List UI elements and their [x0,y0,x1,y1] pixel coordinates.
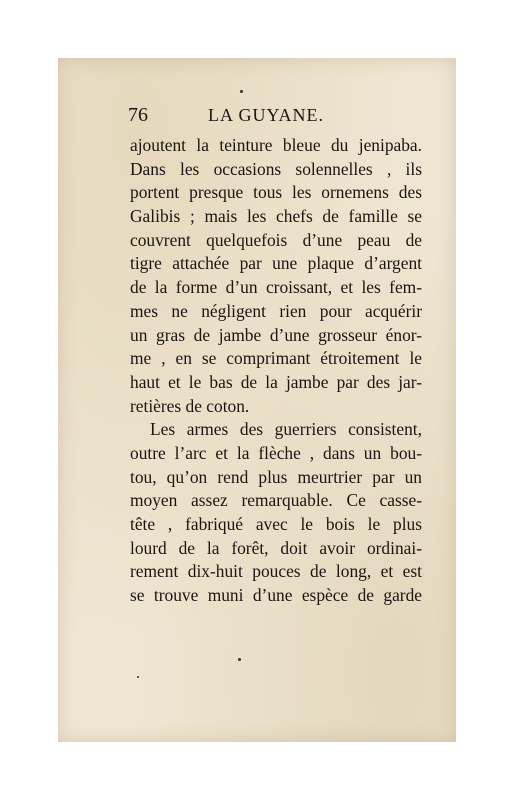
running-title: LA GUYANE. [208,105,324,125]
text-line: couvrent quelquefois d’une peau de [130,229,422,250]
ink-fleck [137,676,139,678]
text-line: se trouve muni d’une espèce de garde [130,585,422,606]
text-line: de la forme d’un croissant, et les fem- [130,277,422,298]
text-line: lourd de la forêt, doit avoir ordinai- [130,537,422,558]
ink-fleck [238,658,241,661]
paragraph-end-line: retières de coton. [130,395,250,416]
text-line: moyen assez remarquable. Ce casse- [130,490,422,511]
text-line: rement dix-huit pouces de long, et est [130,561,422,582]
text-line: un gras de jambe d’une grosseur énor- [130,324,422,345]
text-line: me , en se comprimant étroitement le [130,348,422,369]
paragraph-start-line: Les armes des guerriers consistent, [150,419,422,440]
text-line: outre l’arc et la flèche , dans un bou- [130,442,422,463]
body-text [130,134,422,608]
text-line: ajoutent la teinture bleue du jenipaba. [130,135,422,155]
text-line: haut et le bas de la jambe par des jar- [130,371,422,392]
page-number: 76 [128,104,148,126]
text-line: tigre attachée par une plaque d’argent [130,253,422,274]
text-line: mes ne négligent rien pour acquérir [130,300,422,321]
text-line: tête , fabriqué avec le bois le plus [130,514,422,534]
page-header [128,104,418,130]
text-line: Galibis ; mais les chefs de famille se [130,206,422,227]
text-line: Dans les occasions solennelles , ils [130,158,422,179]
ink-fleck [240,90,243,93]
text-line: tou, qu’on rend plus meurtrier par un [130,466,422,487]
text-line: portent presque tous les ornemens des [130,182,422,203]
